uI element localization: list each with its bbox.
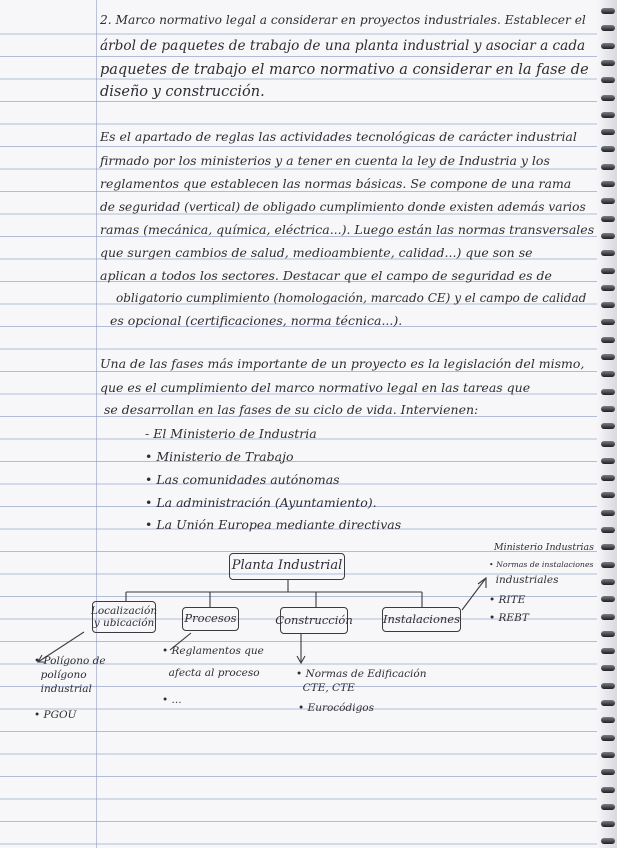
question-line-2: árbol de paquetes de trabajo de una planta industrial y asociar a cada [100,38,586,54]
paragraph1-line-5: ramas (mecánica, química, eléctrica...). Luego están las normas transversales [100,222,595,237]
construccion-note: • Eurocódigos [298,702,375,714]
paragraph1-line-3: reglamentos que establecen las normas básicas. Se compone de una rama [100,176,572,191]
side-note-line: • RITE [489,594,526,606]
procesos-note: afecta al proceso [162,667,260,679]
localizacion-note: • PGOU [34,709,77,721]
diagram-node-instalaciones: Instalaciones [382,607,461,632]
procesos-note: • ... [162,694,182,706]
diagram-node-construccion: Construcción [280,607,348,634]
paragraph1-line-6: que surgen cambios de salud, medioambiente, calidad...) que son se [100,245,533,260]
localizacion-note: industrial [34,683,92,695]
side-note-line: industriales [489,574,559,586]
paragraph1-line-8: obligatorio cumplimiento (homologación, marcado CE) y el campo de calidad [116,291,587,305]
construccion-note: CTE, CTE [296,682,355,694]
paragraph1-line-1: Es el apartado de reglas las actividades tecnológicas de carácter industrial [100,129,577,144]
construccion-note: • Normas de Edificación [296,668,427,680]
list-item: • La administración (Ayuntamiento). [145,495,377,510]
localizacion-note: polígono [34,669,87,681]
question-line-3: paquetes de trabajo el marco normativo a considerar en la fase de [100,62,589,78]
diagram-node-procesos: Procesos [182,607,239,631]
paragraph1-line-9: es opcional (certificaciones, norma técnica...). [110,313,403,328]
question-line-1: 2. Marco normativo legal a considerar en proyectos industriales. Establecer el [100,13,586,27]
paragraph2-line-1: Una de las fases más importante de un proyecto es la legislación del mismo, [100,356,585,371]
paragraph2-line-2: que es el cumplimiento del marco normativo legal en las tareas que [100,380,531,395]
paragraph1-line-4: de seguridad (vertical) de obligado cumplimiento donde existen además varios [100,200,586,214]
list-item: • Ministerio de Trabajo [145,449,294,464]
diagram-root-node: Planta Industrial [229,553,345,580]
side-note-line: • Normas de instalaciones [489,560,594,569]
question-line-4: diseño y construcción. [100,84,265,100]
paragraph1-line-7: aplican a todos los sectores. Destacar que el campo de seguridad es de [100,268,552,283]
list-item: • La Unión Europea mediante directivas [145,517,402,532]
localizacion-note: • Polígono de [34,655,106,667]
paragraph2-line-3: se desarrollan en las fases de su ciclo de vida. Intervienen: [104,402,479,417]
procesos-note: • Reglamentos que [162,645,264,657]
side-note-line: Ministerio Industrias [494,542,594,553]
list-item: • Las comunidades autónomas [145,472,340,487]
paragraph1-line-2: firmado por los ministerios y a tener en cuenta la ley de Industria y los [100,153,550,168]
side-note-line: • REBT [489,612,529,624]
diagram-node-localizacion: Localización y ubicación [92,601,156,633]
list-item: - El Ministerio de Industria [145,426,317,441]
